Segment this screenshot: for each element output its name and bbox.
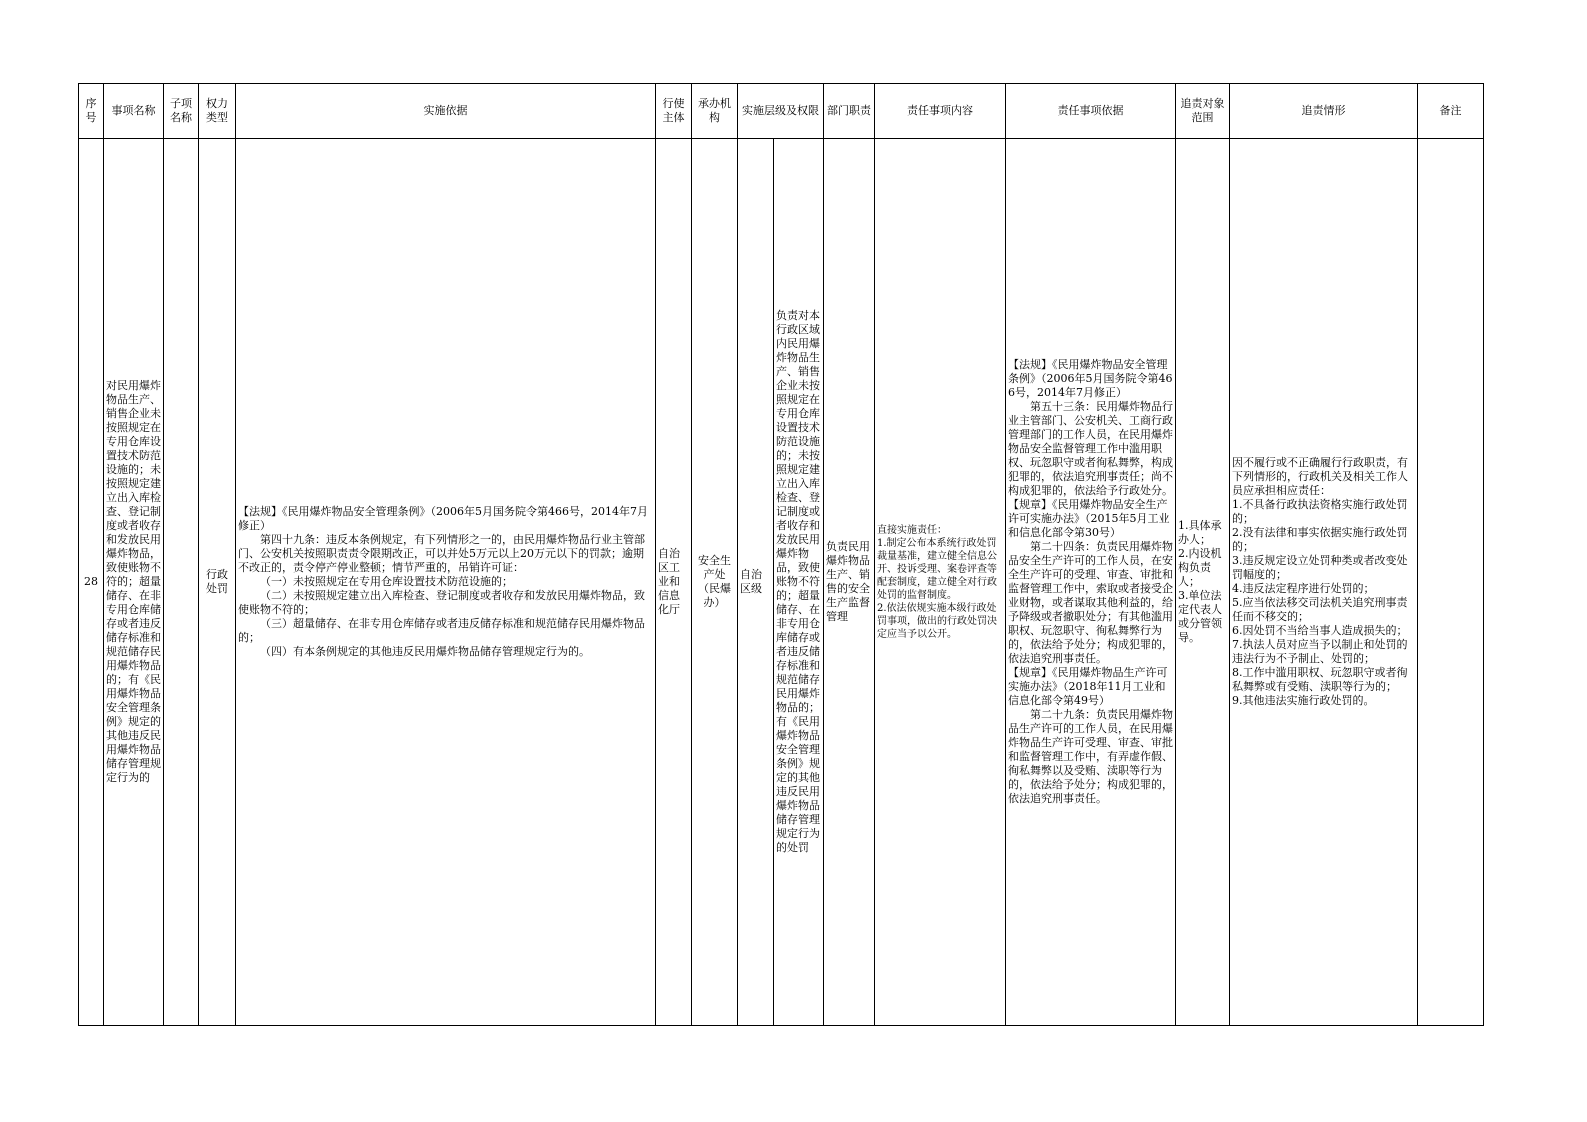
header-subject: 行使主体 [656, 84, 692, 139]
header-accountability-situation: 追责情形 [1230, 84, 1418, 139]
header-accountability-scope: 追责对象范围 [1176, 84, 1230, 139]
cell-power-type: 行政处罚 [199, 139, 236, 1026]
header-resp-content: 责任事项内容 [875, 84, 1006, 139]
cell-sub-name [164, 139, 199, 1026]
basis-line-2: 第四十九条：违反本条例规定，有下列情形之一的，由民用爆炸物品行业主管部门、公安机关按照职责责令限期改正，可以并处5万元以上20万元以下的罚款；逾期不改正的，责令停产停业整顿；情节严重的，吊销许可证： [238, 533, 645, 574]
cell-accountability-situation: 因不履行或不正确履行行政职责，有下列情形的，行政机关及相关工作人员应承担相应责任： 1.不具备行政执法资格实施行政处罚的； 2.没有法律和事实依据实施行政处罚的； 3.违反规定设立处罚种类或者改变处罚幅度的； 4.违反法定程序进行处罚的； 5.应当依法移交司法机关追究刑事责任而不移交的； 6.因处罚不当给当事人造成损失的； 7.执法人员对应当予以制止和处罚的违法行为不予制止、处罚的； 8.工作中滥用职权、玩忽职守或者徇私舞弊或有受贿、渎职等行为的； 9.其他违法实施行政处罚的。 [1230, 139, 1418, 1026]
header-remarks: 备注 [1418, 84, 1484, 139]
header-basis: 实施依据 [236, 84, 656, 139]
cell-agency: 安全生产处（民爆办） [692, 139, 738, 1026]
header-sub-name: 子项名称 [164, 84, 199, 139]
cell-accountability-scope: 1.具体承办人； 2.内设机构负责人； 3.单位法定代表人或分管领导。 [1176, 139, 1230, 1026]
cell-seq: 28 [79, 139, 104, 1026]
basis-line-4: （二）未按照规定建立出入库检查、登记制度或者收存和发放民用爆炸物品，致使账物不符的； [238, 589, 645, 616]
resp-basis-p2: 第五十三条：民用爆炸物品行业主管部门、公安机关、工商行政管理部门的工作人员，在民用爆炸物品安全监督管理工作中滥用职权、玩忽职守或者徇私舞弊，构成犯罪的，依法追究刑事责任；尚不构成犯罪的，依法给予行政处分。 [1008, 400, 1173, 497]
header-item-name: 事项名称 [104, 84, 164, 139]
basis-line-1: 【法规】《民用爆炸物品安全管理条例》（2006年5月国务院令第466号，2014年7月修正） [238, 505, 648, 532]
header-level-authority: 实施层级及权限 [738, 84, 824, 139]
cell-item-name: 对民用爆炸物品生产、销售企业未按照规定在专用仓库设置技术防范设施的；未按照规定建立出入库检查、登记制度或者收存和发放民用爆炸物品，致使账物不符的；超量储存、在非专用仓库储存或者违反储存标准和规范储存民用爆炸物品的；有《民用爆炸物品安全管理条例》规定的其他违反民用爆炸物品储存管理规定行为的 [104, 139, 164, 1026]
header-power-type: 权力类型 [199, 84, 236, 139]
table-row [79, 139, 1484, 1026]
resp-basis-p3: 【规章】《民用爆炸物品安全生产许可实施办法》（2015年5月工业和信息化部令第30号） [1008, 498, 1170, 539]
header-resp-basis: 责任事项依据 [1006, 84, 1176, 139]
resp-basis-p1: 【法规】《民用爆炸物品安全管理条例》（2006年5月国务院令第466号，2014年7月修正） [1008, 358, 1173, 399]
cell-authority: 负责对本行政区域内民用爆炸物品生产、销售企业未按照规定在专用仓库设置技术防范设施的；未按照规定建立出入库检查、登记制度或者收存和发放民用爆炸物品，致使账物不符的；超量储存、在非专用仓库储存或者违反储存标准和规范储存民用爆炸物品的；有《民用爆炸物品安全管理条例》规定的其他违反民用爆炸物品储存管理规定行为的处罚 [774, 139, 824, 1026]
cell-remarks [1418, 139, 1484, 1026]
cell-resp-basis [1006, 139, 1176, 1026]
header-seq: 序号 [79, 84, 104, 139]
header-row [79, 84, 1484, 139]
cell-basis [236, 139, 656, 1026]
cell-level: 自治区级 [738, 139, 774, 1026]
resp-basis-p4: 第二十四条：负责民用爆炸物品安全生产许可的工作人员，在安全生产许可的受理、审查、审批和监督管理工作中，索取或者接受企业财物，或者谋取其他利益的，给予降级或者撤职处分；有其他滥用职权、玩忽职守、徇私舞弊行为的，依法给予处分；构成犯罪的，依法追究刑事责任。 [1008, 540, 1173, 665]
cell-dept-duty: 负责民用爆炸物品生产、销售的安全生产监督管理 [824, 139, 875, 1026]
basis-line-5: （三）超量储存、在非专用仓库储存或者违反储存标准和规范储存民用爆炸物品的； [238, 617, 645, 644]
cell-subject: 自治区工业和信息化厅 [656, 139, 692, 1026]
basis-line-6: （四）有本条例规定的其他违反民用爆炸物品储存管理规定行为的。 [260, 645, 590, 658]
resp-basis-p5: 【规章】《民用爆炸物品生产许可实施办法》（2018年11月工业和信息化部令第49号） [1008, 666, 1168, 707]
cell-resp-content: 直接实施责任： 1.制定公布本系统行政处罚裁量基准，建立健全信息公开、投诉受理、案卷评查等配套制度，建立健全对行政处罚的监督制度。 2.依法依规实施本级行政处罚事项，做出的行政处罚决定应当予以公开。 [875, 139, 1006, 1026]
header-dept-duty: 部门职责 [824, 84, 875, 139]
header-agency: 承办机构 [692, 84, 738, 139]
resp-basis-p6: 第二十九条：负责民用爆炸物品生产许可的工作人员，在民用爆炸物品生产许可受理、审查、审批和监督管理工作中，有弄虚作假、徇私舞弊以及受贿、渎职等行为的，依法给予处分；构成犯罪的，依法追究刑事责任。 [1008, 708, 1173, 805]
accountability-table [78, 83, 1484, 1026]
basis-line-3: （一）未按照规定在专用仓库设置技术防范设施的； [260, 575, 513, 588]
